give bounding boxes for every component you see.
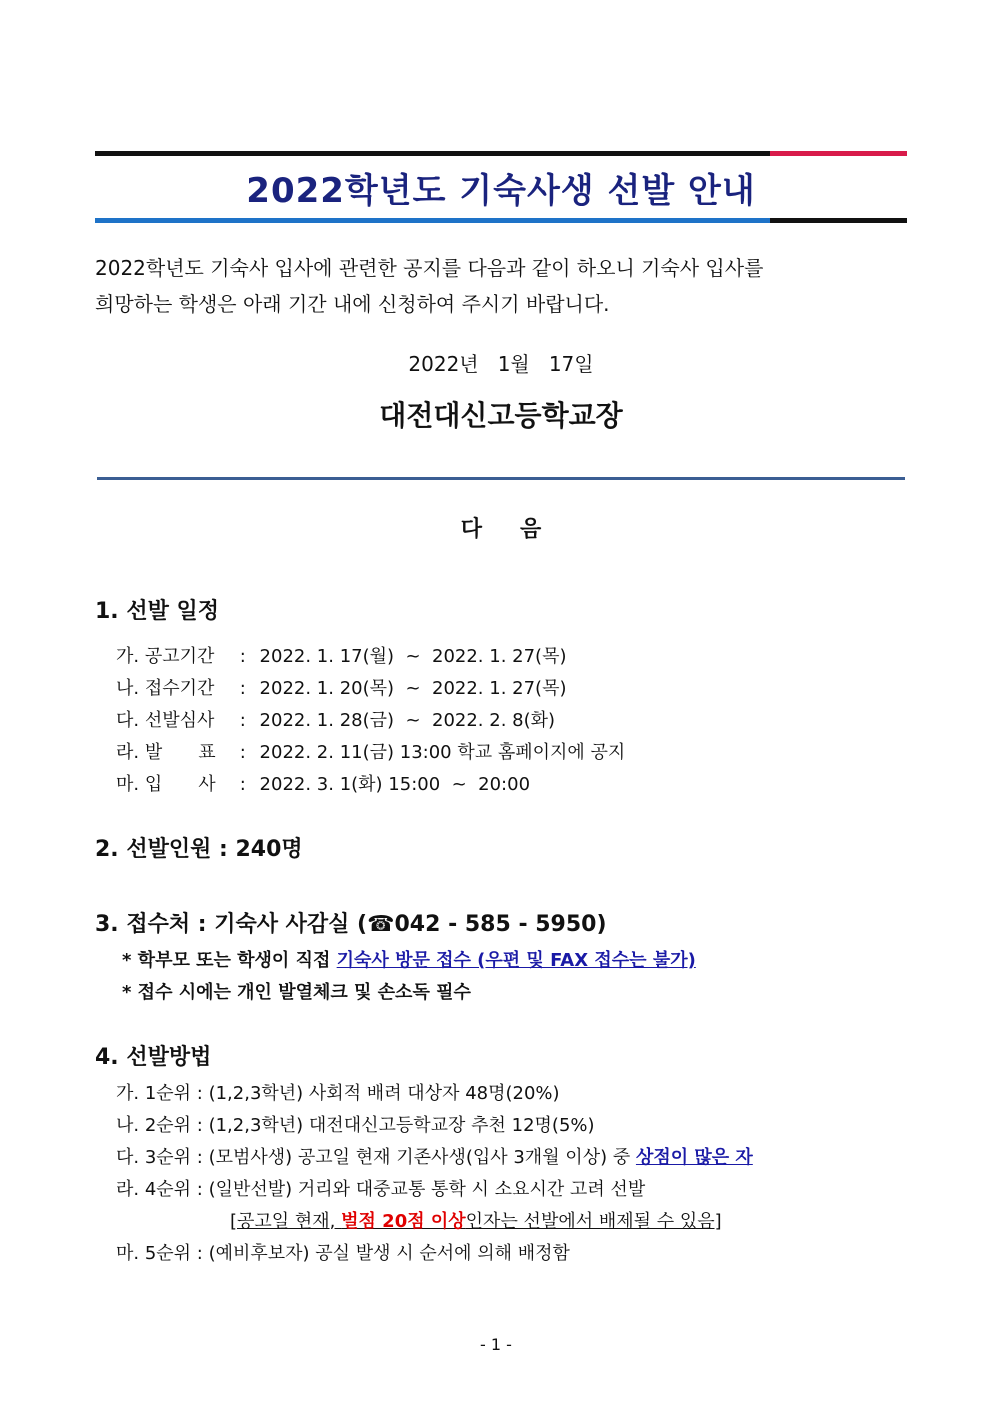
schedule-row-4 <box>116 738 625 764</box>
section-4-title: 4. 선발방법 <box>95 1045 212 1070</box>
method-label: 다. 3순위 : <box>116 1147 209 1168</box>
method-label: 마. 5순위 : <box>116 1243 209 1264</box>
intro-line-1: 2022학년도 기숙사 입사에 관련한 공지를 다음과 같이 하오니 기숙사 입사를 <box>95 256 764 280</box>
method-text: (1,2,3학년) 사회적 배려 대상자 48명(20%) <box>208 1083 560 1104</box>
schedule-row-2 <box>116 674 567 700</box>
schedule-row-5 <box>116 770 530 796</box>
following-heading <box>95 512 907 543</box>
schedule-label-a: 마. 입 <box>116 774 163 795</box>
schedule-value: 2022. 3. 1(화) 15:00 ~ 20:00 <box>259 774 531 795</box>
header-bottom-bar-dark <box>770 218 907 223</box>
header-top-bar-red <box>770 151 907 156</box>
visit-reception-highlight: 기숙사 방문 접수 (우편 및 FAX 접수는 불가) <box>336 950 696 971</box>
schedule-sep: : <box>239 742 246 763</box>
schedule-value: 2022. 2. 11(금) 13:00 학교 홈페이지에 공지 <box>259 742 626 763</box>
schedule-label <box>116 738 234 764</box>
method-text: (일반선발) 거리와 대중교통 통학 시 소요시간 고려 선발 <box>208 1179 646 1200</box>
penalty-prefix: [공고일 현재, <box>230 1211 342 1232</box>
page-title: 2022학년도 기숙사생 선발 안내 <box>246 171 756 211</box>
reception-note-1 <box>122 946 696 972</box>
note-prefix: * 학부모 또는 학생이 직접 <box>122 950 337 971</box>
schedule-value: 2022. 1. 28(금) ~ 2022. 2. 8(화) <box>259 710 556 731</box>
schedule-label-b: 사 <box>198 774 216 795</box>
method-text: (예비후보자) 공실 발생 시 순서에 의해 배정함 <box>208 1243 570 1264</box>
method-row-5 <box>116 1239 570 1265</box>
schedule-sep: : <box>239 710 246 731</box>
method-row-1 <box>116 1079 560 1105</box>
schedule-sep: : <box>239 774 246 795</box>
reception-note-2: * 접수 시에는 개인 발열체크 및 손소독 필수 <box>122 982 471 1003</box>
following-char-2: 음 <box>520 517 542 542</box>
schedule-label: 나. 접수기간 <box>116 678 215 699</box>
schedule-value: 2022. 1. 17(월) ~ 2022. 1. 27(목) <box>259 646 567 667</box>
header-top-bar-dark <box>95 151 770 156</box>
method-row-3 <box>116 1143 753 1169</box>
schedule-sep: : <box>239 678 246 699</box>
method-row-2 <box>116 1111 595 1137</box>
schedule-label: 다. 선발심사 <box>116 710 215 731</box>
schedule-label-b: 표 <box>198 742 216 763</box>
section-2-title: 2. 선발인원 : 240명 <box>95 837 303 862</box>
merit-highlight: 상점이 많은 자 <box>635 1147 753 1168</box>
penalty-highlight: 벌점 20점 이상 <box>341 1211 466 1232</box>
penalty-exclusion-note <box>230 1207 722 1233</box>
schedule-label <box>116 770 234 796</box>
method-label: 나. 2순위 : <box>116 1115 209 1136</box>
section-3-title: 3. 접수처 : 기숙사 사감실 (☎042 - 585 - 5950) <box>95 912 607 937</box>
schedule-row-3 <box>116 706 555 732</box>
date-text: 2022년 1월 17일 <box>408 352 594 376</box>
schedule-value: 2022. 1. 20(목) ~ 2022. 1. 27(목) <box>259 678 567 699</box>
method-label: 가. 1순위 : <box>116 1083 209 1104</box>
following-char-1: 다 <box>460 517 482 542</box>
intro-line-2: 희망하는 학생은 아래 기간 내에 신청하여 주시기 바랍니다. <box>95 292 610 316</box>
schedule-label: 가. 공고기간 <box>116 646 215 667</box>
schedule-label-a: 라. 발 <box>116 742 163 763</box>
header-bottom-bar-blue <box>95 218 770 223</box>
notice-date <box>95 348 907 377</box>
penalty-suffix: 인자는 선발에서 배제될 수 있음] <box>465 1211 722 1232</box>
divider-line <box>97 477 905 480</box>
schedule-row-1 <box>116 642 567 668</box>
method-row-4 <box>116 1175 645 1201</box>
method-text: (모범사생) 공고일 현재 기존사생(입사 3개월 이상) 중 <box>208 1147 636 1168</box>
issuer-name: 대전대신고등학교장 <box>379 399 623 432</box>
schedule-sep: : <box>239 646 246 667</box>
method-text: (1,2,3학년) 대전대신고등학교장 추천 12명(5%) <box>208 1115 595 1136</box>
section-1-title: 1. 선발 일정 <box>95 599 219 624</box>
method-label: 라. 4순위 : <box>116 1179 209 1200</box>
page-number: - 1 - <box>480 1335 512 1354</box>
